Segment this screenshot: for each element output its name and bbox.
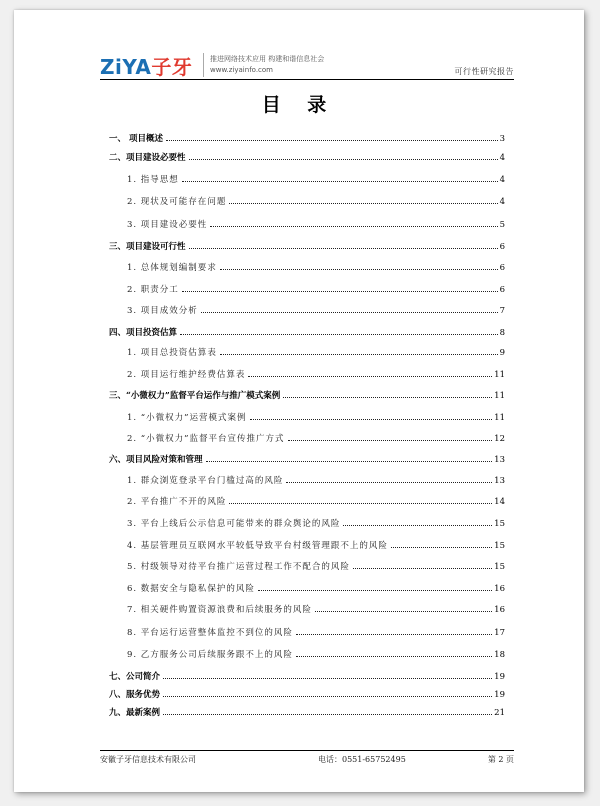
toc-entry-label: 5. 村级领导对待平台推广运营过程工作不配合的风险 (127, 562, 350, 572)
toc-entry-label: 4. 基层管理员互联网水平较低导致平台村级管理跟不上的风险 (127, 541, 388, 551)
toc-entry-label: 3. 项目建设必要性 (127, 220, 208, 230)
toc-dot-leader (163, 678, 492, 679)
toc-dot-leader (182, 181, 498, 182)
toc-entry-page-number: 3 (499, 134, 505, 144)
footer-phone: 电话：0551-65752495 (318, 755, 406, 764)
toc-entry-label: 七、公司简介 (109, 672, 161, 682)
toc-entry-page-number: 17 (494, 628, 505, 638)
toc-entry-page-number: 11 (494, 370, 505, 380)
toc-entry[interactable] (109, 344, 505, 358)
toc-entry[interactable] (109, 366, 505, 380)
toc-entry-page-number: 11 (494, 413, 505, 423)
toc-entry-label: 2. 现状及可能存在问题 (127, 197, 227, 207)
toc-entry[interactable] (109, 387, 505, 401)
toc-entry-label: 6. 数据安全与隐私保护的风险 (127, 584, 255, 594)
toc-dot-leader (166, 140, 498, 141)
toc-entry-page-number: 6 (499, 285, 505, 295)
toc-entry[interactable] (109, 686, 505, 700)
toc-dot-leader (343, 525, 492, 526)
toc-entry[interactable] (109, 430, 505, 444)
toc-entry-page-number: 16 (494, 605, 505, 615)
toc-entry-page-number: 6 (499, 242, 505, 252)
toc-entry-label: 2. 项目运行维护经费估算表 (127, 370, 246, 380)
toc-entry-label: 9. 乙方服务公司后续服务跟不上的风险 (127, 650, 293, 660)
report-type-label: 可行性研究报告 (454, 67, 514, 76)
toc-dot-leader (248, 376, 492, 377)
toc-entry-label: 1. 项目总投资估算表 (127, 348, 217, 358)
toc-dot-leader (182, 291, 498, 292)
toc-dot-leader (258, 590, 492, 591)
toc-entry[interactable] (109, 130, 505, 144)
toc-entry[interactable] (109, 281, 505, 295)
toc-entry-page-number: 18 (494, 650, 505, 660)
toc-entry[interactable] (109, 624, 505, 638)
toc-entry[interactable] (109, 216, 505, 230)
toc-entry[interactable] (109, 409, 505, 423)
toc-entry-page-number: 15 (494, 519, 505, 529)
toc-entry-label: 三、“小微权力”监督平台运作与推广模式案例 (109, 391, 281, 401)
toc-dot-leader (286, 482, 492, 483)
toc-entry[interactable] (109, 149, 505, 163)
toc-entry-label: 一、 项目概述 (109, 134, 163, 144)
toc-entry-page-number: 9 (499, 348, 505, 358)
toc-entry-page-number: 13 (494, 476, 505, 486)
toc-entry-label: 八、服务优势 (109, 690, 161, 700)
toc-entry[interactable] (109, 668, 505, 682)
toc-entry-label: 3. 平台上线后公示信息可能带来的群众舆论的风险 (127, 519, 341, 529)
toc-entry-page-number: 8 (499, 328, 505, 338)
toc-dot-leader (189, 248, 498, 249)
toc-entry-label: 2. “小微权力”监督平台宣传推广方式 (127, 434, 285, 444)
logo-latin-text: ZiYA (100, 55, 152, 79)
toc-entry-label: 1. 总体规划编制要求 (127, 263, 217, 273)
logo-divider (203, 53, 204, 77)
toc-dot-leader (296, 656, 492, 657)
toc-entry[interactable] (109, 537, 505, 551)
toc-entry-page-number: 6 (499, 263, 505, 273)
footer-company: 安徽子牙信息技术有限公司 (100, 755, 196, 764)
toc-dot-leader (229, 503, 492, 504)
toc-entry-label: 三、项目建设可行性 (109, 242, 186, 252)
toc-entry-label: 六、项目风险对策和管理 (109, 455, 203, 465)
toc-entry[interactable] (109, 558, 505, 572)
toc-entry-page-number: 15 (494, 562, 505, 572)
toc-entry-page-number: 11 (494, 391, 505, 401)
logo-cjk-text: 子牙 (151, 55, 193, 79)
toc-dot-leader (201, 312, 498, 313)
toc-entry-label: 8. 平台运行运营整体监控不到位的风险 (127, 628, 293, 638)
toc-entry-page-number: 15 (494, 541, 505, 551)
toc-entry-page-number: 19 (494, 672, 505, 682)
toc-dot-leader (210, 226, 497, 227)
toc-entry[interactable] (109, 324, 505, 338)
toc-dot-leader (163, 714, 492, 715)
toc-entry-label: 1. 指导思想 (127, 175, 179, 185)
document-page (14, 10, 584, 792)
toc-entry-page-number: 16 (494, 584, 505, 594)
toc-entry[interactable] (109, 515, 505, 529)
toc-entry[interactable] (109, 259, 505, 273)
toc-entry-page-number: 12 (494, 434, 505, 444)
toc-entry[interactable] (109, 704, 505, 718)
header-website: www.ziyainfo.com (210, 66, 273, 74)
toc-entry[interactable] (109, 238, 505, 252)
toc-entry[interactable] (109, 193, 505, 207)
toc-entry-page-number: 19 (494, 690, 505, 700)
toc-dot-leader (220, 354, 498, 355)
toc-entry-page-number: 14 (494, 497, 505, 507)
toc-dot-leader (353, 568, 492, 569)
toc-entry-label: 3. 项目成效分析 (127, 306, 198, 316)
toc-entry[interactable] (109, 580, 505, 594)
toc-dot-leader (296, 634, 492, 635)
header-slogan: 推进网络技术应用 构建和谐信息社会 (210, 55, 325, 63)
toc-entry[interactable] (109, 493, 505, 507)
toc-entry-label: 九、最新案例 (109, 708, 161, 718)
toc-entry-label: 1. 群众浏览登录平台门槛过高的风险 (127, 476, 284, 486)
toc-dot-leader (250, 419, 493, 420)
toc-dot-leader (229, 203, 497, 204)
toc-entry[interactable] (109, 646, 505, 660)
toc-dot-leader (163, 696, 492, 697)
toc-entry[interactable] (109, 601, 505, 615)
footer-page-number: 第 2 页 (487, 755, 514, 764)
toc-entry-label: 1. “小微权力”运营模式案例 (127, 413, 247, 423)
toc-dot-leader (220, 269, 498, 270)
toc-entry[interactable] (109, 451, 505, 465)
toc-entry[interactable] (109, 171, 505, 185)
toc-dot-leader (189, 159, 498, 160)
toc-entry-page-number: 7 (499, 306, 505, 316)
toc-entry-page-number: 4 (499, 175, 505, 185)
toc-entry[interactable] (109, 472, 505, 486)
toc-entry-page-number: 4 (499, 197, 505, 207)
toc-entry-label: 二、项目建设必要性 (109, 153, 186, 163)
toc-entry-label: 四、项目投资估算 (109, 328, 178, 338)
toc-dot-leader (283, 397, 492, 398)
toc-entry-label: 2. 平台推广不开的风险 (127, 497, 227, 507)
company-logo (100, 51, 192, 80)
toc-dot-leader (180, 334, 498, 335)
toc-entry[interactable] (109, 302, 505, 316)
page-footer (100, 750, 514, 766)
toc-dot-leader (206, 461, 493, 462)
toc-dot-leader (391, 547, 492, 548)
page-title: 目 录 (261, 94, 337, 116)
toc-entry-label: 2. 职责分工 (127, 285, 179, 295)
toc-dot-leader (288, 440, 493, 441)
toc-entry-label: 7. 相关硬件购置资源浪费和后续服务的风险 (127, 605, 312, 615)
toc-dot-leader (315, 611, 492, 612)
toc-entry-page-number: 5 (499, 220, 505, 230)
toc-entry-page-number: 21 (494, 708, 505, 718)
toc-entry-page-number: 13 (494, 455, 505, 465)
toc-entry-page-number: 4 (499, 153, 505, 163)
page-header (100, 50, 514, 80)
